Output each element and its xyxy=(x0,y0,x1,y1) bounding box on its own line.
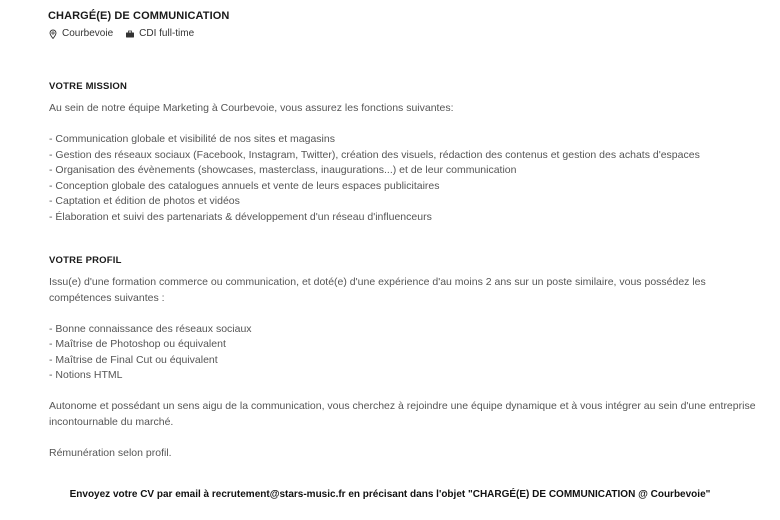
mission-section xyxy=(49,81,769,225)
profile-closing: Autonome et possédant un sens aigu de la communication, vous cherchez à rejoindre une équipe dynamique et à vous intégrer au sein d'une entreprise incontournable du marché. xyxy=(49,400,756,428)
list-item: - Communication globale et visibilité de nos sites et magasins xyxy=(49,133,335,145)
list-item: - Notions HTML xyxy=(49,369,123,381)
mission-intro: Au sein de notre équipe Marketing à Courbevoie, vous assurez les fonctions suivantes: xyxy=(49,102,454,114)
briefcase-icon xyxy=(125,29,135,39)
list-item: - Gestion des réseaux sociaux (Facebook, Instagram, Twitter), création des visuels, rédaction des contenus et gestion des achats d'espaces xyxy=(49,148,700,161)
salary-text: Rémunération selon profil. xyxy=(49,446,172,459)
job-meta xyxy=(48,28,229,39)
job-title: CHARGÉ(E) DE COMMUNICATION xyxy=(48,10,230,22)
profile-section xyxy=(49,255,769,461)
list-item: - Maîtrise de Final Cut ou équivalent xyxy=(49,353,218,366)
profile-intro: Issu(e) d'une formation commerce ou communication, et doté(e) d'une expérience d'au moins 2 ans sur un poste similaire, vous possédez les compétences suivantes : xyxy=(49,276,706,304)
list-item: - Captation et édition de photos et vidéos xyxy=(49,195,240,207)
map-pin-icon xyxy=(48,29,58,39)
list-item: - Conception globale des catalogues annuels et vente de leurs espaces publicitaires xyxy=(49,179,440,192)
job-header xyxy=(48,10,229,39)
mission-list xyxy=(49,132,769,225)
application-instructions: Envoyez votre CV par email à recrutement@stars-music.fr en précisant dans l'objet "CHARGÉ(E) DE COMMUNICATION @ Courbevoie" xyxy=(69,489,711,500)
job-contract: CDI full-time xyxy=(139,28,195,39)
list-item: - Bonne connaissance des réseaux sociaux xyxy=(49,322,252,335)
job-location: Courbevoie xyxy=(62,28,114,39)
profile-list xyxy=(49,322,769,384)
list-item: - Maîtrise de Photoshop ou équivalent xyxy=(49,338,226,350)
list-item: - Organisation des évènements (showcases, masterclass, inaugurations...) et de leur communication xyxy=(49,164,517,176)
list-item: - Élaboration et suivi des partenariats & développement d'un réseau d'influenceurs xyxy=(49,210,432,223)
mission-heading: VOTRE MISSION xyxy=(49,81,128,92)
profile-heading: VOTRE PROFIL xyxy=(49,255,122,266)
